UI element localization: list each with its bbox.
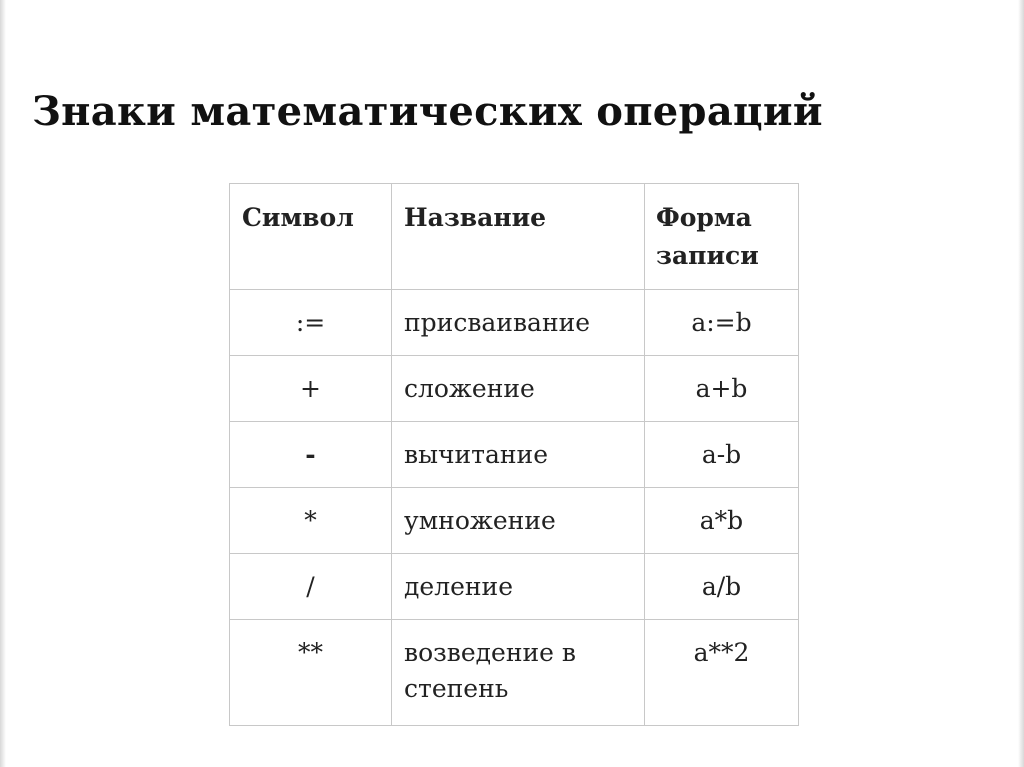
slide-title: Знаки математических операций xyxy=(32,88,823,135)
cell-form: a**2 xyxy=(645,620,799,726)
header-form: Форма записи xyxy=(645,184,799,290)
cell-symbol: := xyxy=(230,290,392,356)
slide-edge-right xyxy=(1018,0,1024,767)
table-row xyxy=(230,422,799,488)
slide-edge-left xyxy=(0,0,6,767)
cell-name: присваивание xyxy=(392,290,645,356)
table-row xyxy=(230,488,799,554)
cell-name: возведение в степень xyxy=(392,620,645,726)
header-symbol: Символ xyxy=(230,184,392,290)
cell-form: a-b xyxy=(645,422,799,488)
cell-symbol: - xyxy=(230,422,392,488)
cell-form: a/b xyxy=(645,554,799,620)
table-header-row xyxy=(230,184,799,290)
cell-name: деление xyxy=(392,554,645,620)
table-row xyxy=(230,290,799,356)
cell-symbol: / xyxy=(230,554,392,620)
table-row xyxy=(230,620,799,726)
cell-symbol: * xyxy=(230,488,392,554)
cell-form: a*b xyxy=(645,488,799,554)
cell-symbol: ** xyxy=(230,620,392,726)
table-row xyxy=(230,356,799,422)
cell-name: сложение xyxy=(392,356,645,422)
table-row xyxy=(230,554,799,620)
cell-form: a:=b xyxy=(645,290,799,356)
header-name: Название xyxy=(392,184,645,290)
operations-table xyxy=(229,183,799,726)
cell-symbol: + xyxy=(230,356,392,422)
cell-name: вычитание xyxy=(392,422,645,488)
cell-name: умножение xyxy=(392,488,645,554)
cell-form: a+b xyxy=(645,356,799,422)
